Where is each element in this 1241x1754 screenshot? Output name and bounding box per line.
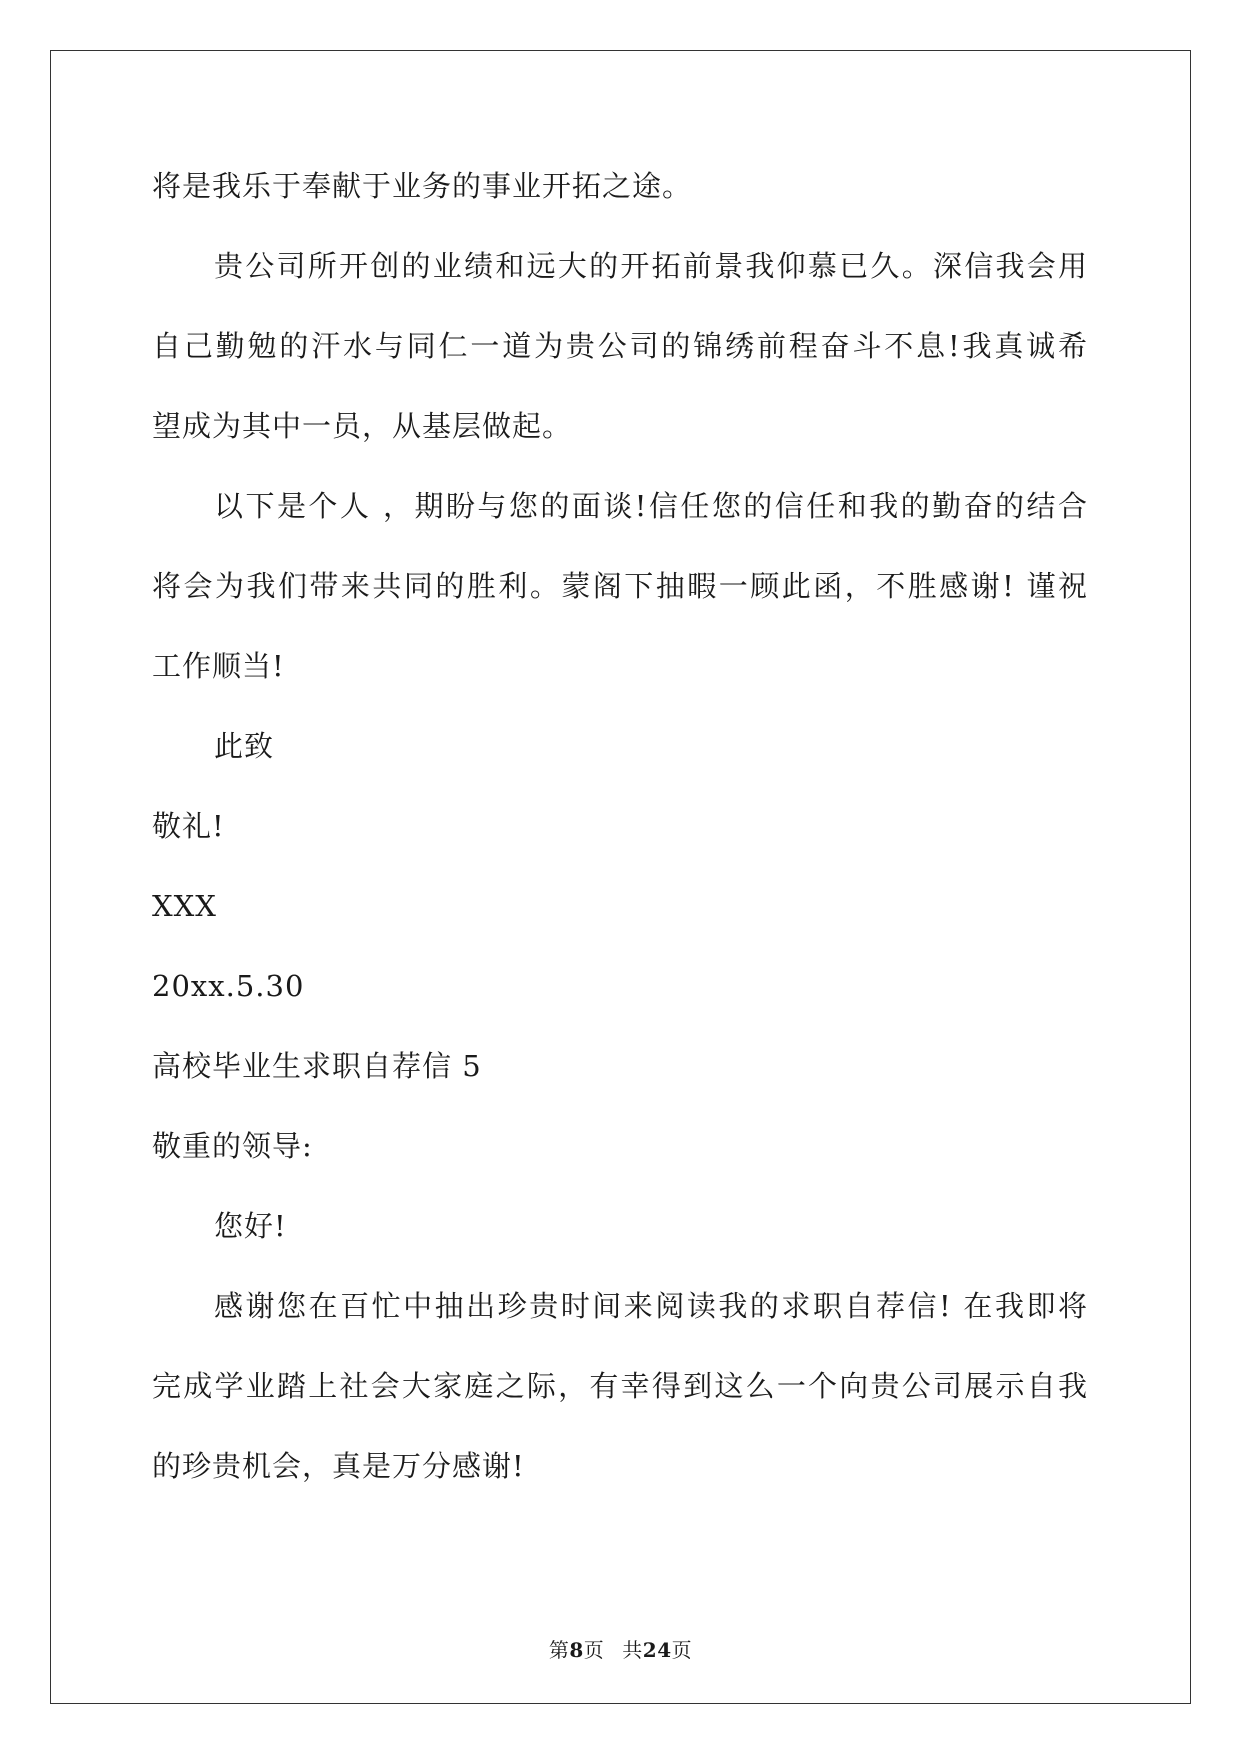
text-line-content: 完成学业踏上社会大家庭之际，有幸得到这么一个向贵公司展示自我 [152,1369,1088,1403]
text-line [152,1368,1088,1448]
text-line-content: XXX [152,889,217,923]
text-line-content: 感谢您在百忙中抽出珍贵时间来阅读我的求职自荐信! 在我即将 [214,1289,1088,1323]
text-line [152,168,1088,248]
text-line-content: 高校毕业生求职自荐信 5 [152,1049,482,1083]
text-line-content: 敬重的领导: [152,1129,313,1163]
salutation-closing [152,728,1088,808]
text-line [152,568,1088,648]
text-line [152,1448,1088,1528]
total-prefix: 共 [622,1638,643,1662]
text-line-content: 自己勤勉的汗水与同仁一道为贵公司的锦绣前程奋斗不息!我真诚希 [152,329,1088,363]
page-number: 8 [569,1638,584,1662]
paragraph-line [152,1288,1088,1368]
section-heading [152,1048,1088,1128]
text-line [152,648,1088,728]
text-line-content: 工作顺当! [152,649,285,683]
greeting-hello [152,1208,1088,1288]
paragraph-line [152,248,1088,328]
text-line-content: 敬礼! [152,809,225,843]
text-line-content: 将会为我们带来共同的胜利。蒙阁下抽暇一顾此函，不胜感谢! 谨祝 [152,569,1088,603]
signature-name [152,888,1088,968]
text-line [152,408,1088,488]
text-line-content: 贵公司所开创的业绩和远大的开拓前景我仰慕已久。深信我会用 [214,249,1088,283]
text-line [152,328,1088,408]
salutation-regards [152,808,1088,888]
text-line-content: 将是我乐于奉献于业务的事业开拓之途。 [152,169,693,203]
text-line-content: 20xx.5.30 [152,969,305,1003]
page-prefix: 第 [548,1638,570,1662]
letter-body [152,168,1088,1528]
text-line-content: 此致 [214,729,275,763]
text-line-content: 以下是个人 ，期盼与您的面谈!信任您的信任和我的勤奋的结合 [214,489,1088,523]
text-line-content: 的珍贵机会，真是万分感谢! [152,1449,525,1483]
total-pages: 24 [642,1638,672,1662]
page-footer [0,1634,1241,1663]
text-line-content: 您好! [214,1209,287,1243]
page-suffix: 页 [583,1638,605,1662]
text-line-content: 望成为其中一员，从基层做起。 [152,409,573,443]
signature-date [152,968,1088,1048]
total-suffix: 页 [671,1638,693,1662]
paragraph-line [152,488,1088,568]
greeting-addressee [152,1128,1088,1208]
